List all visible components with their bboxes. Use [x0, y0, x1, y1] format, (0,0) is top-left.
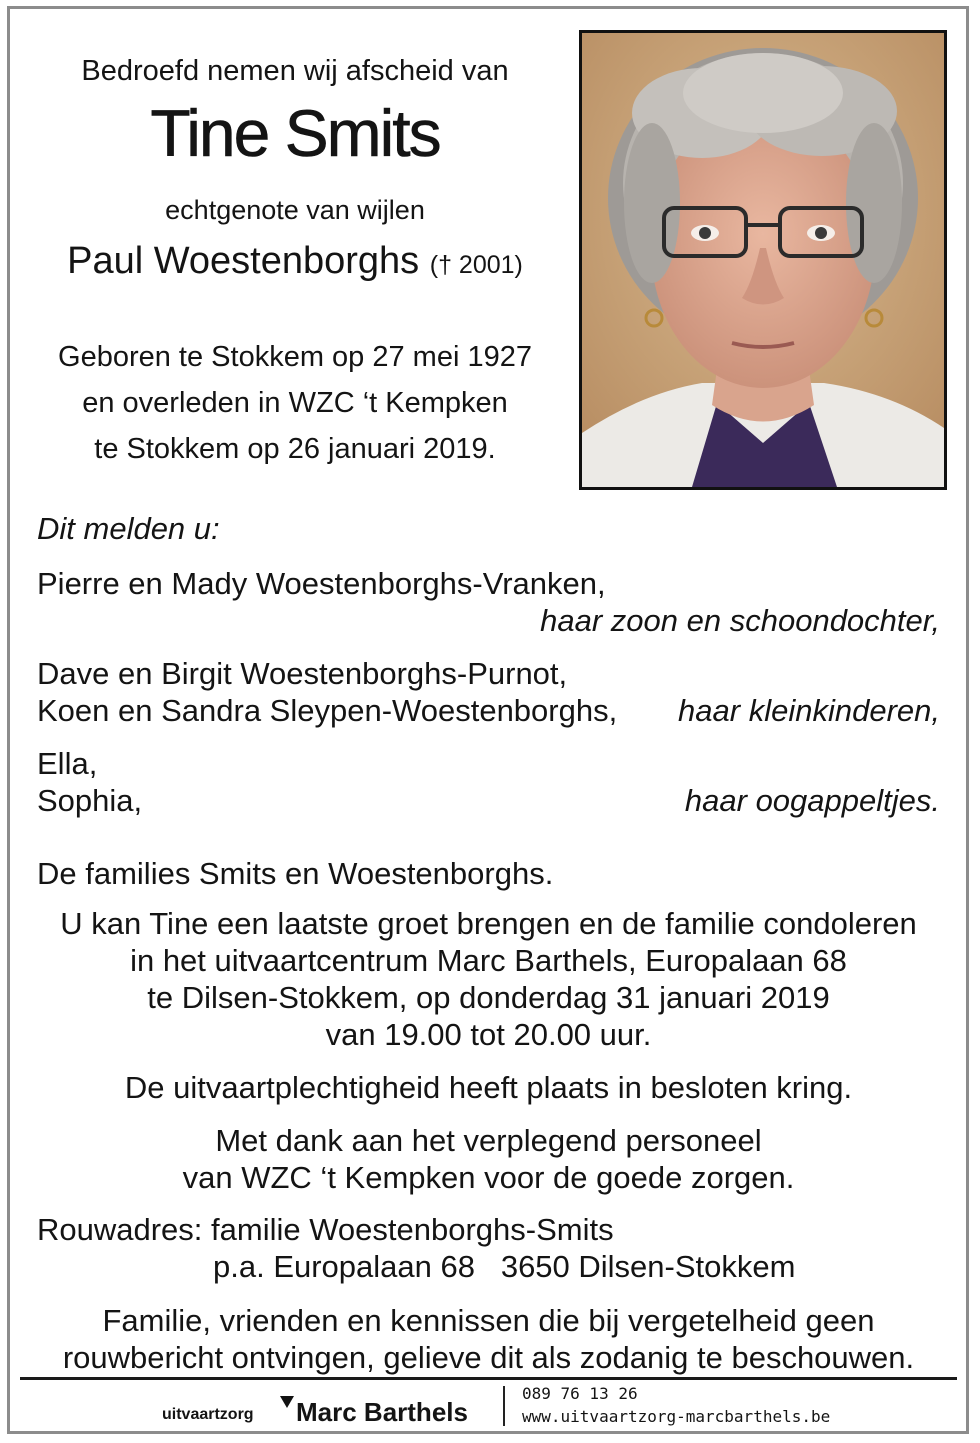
birth-line-3: te Stokkem op 26 januari 2019.: [94, 433, 496, 465]
group1-relation: haar zoon en schoondochter,: [540, 603, 940, 638]
birth-line-1: Geboren te Stokkem op 27 mei 1927: [58, 341, 532, 373]
thanks-line-1: Met dank aan het verplegend personeel: [215, 1123, 762, 1158]
ceremony-line: De uitvaartplechtigheid heeft plaats in besloten kring.: [124, 1070, 853, 1105]
closing-text: [20, 1302, 957, 1376]
footer-separator: [503, 1386, 505, 1426]
group2-name-2: Koen en Sandra Sleypen-Woestenborghs,: [37, 693, 618, 728]
visitation-info: [20, 905, 957, 1053]
portrait-photo: [579, 30, 947, 490]
footer-brand: Marc Barthels: [296, 1397, 468, 1427]
closing-line-2: rouwbericht ontvingen, gelieve dit als zodanig te beschouwen.: [62, 1340, 915, 1375]
group2-name-1: Dave en Birgit Woestenborghs-Purnot,: [37, 656, 568, 691]
families-line: De families Smits en Woestenborghs.: [37, 856, 554, 891]
group2-relation: haar kleinkinderen,: [678, 693, 940, 728]
group3-relation: haar oogappeltjes.: [684, 783, 940, 818]
birth-death-info: [40, 334, 550, 472]
footer-rule: [20, 1377, 957, 1380]
group3-name-1: Ella,: [37, 746, 98, 781]
visitation-line-2: in het uitvaartcentrum Marc Barthels, Europalaan 68: [130, 943, 847, 978]
footer-prefix: uitvaartzorg: [162, 1406, 254, 1423]
mourning-address-line: p.a. Europalaan 68 3650 Dilsen-Stokkem: [213, 1249, 796, 1284]
thanks-text: [20, 1122, 957, 1196]
announcement-heading: Dit melden u:: [37, 511, 220, 546]
mourning-address-label: Rouwadres: familie Woestenborghs-Smits: [37, 1212, 614, 1247]
intro-text: Bedroefd nemen wij afscheid van: [81, 55, 509, 87]
spouse-death-note: († 2001): [429, 251, 523, 279]
footer-website-link[interactable]: www.uitvaartzorg-marcbarthels.be: [522, 1407, 831, 1426]
group3-name-2: Sophia,: [37, 783, 143, 818]
group1-name-1: Pierre en Mady Woestenborghs-Vranken,: [37, 566, 606, 601]
visitation-line-3: te Dilsen-Stokkem, op donderdag 31 januari 2019: [147, 980, 830, 1015]
deceased-name: Tine Smits: [150, 96, 440, 170]
footer-phone[interactable]: 089 76 13 26: [522, 1384, 638, 1403]
portrait-illustration: [582, 33, 944, 487]
visitation-line-4: van 19.00 tot 20.00 uur.: [325, 1017, 652, 1052]
birth-line-2: en overleden in WZC ‘t Kempken: [82, 387, 508, 419]
spouse-label: echtgenote van wijlen: [165, 195, 425, 225]
spouse-line: [40, 240, 550, 283]
closing-line-1: Familie, vrienden en kennissen die bij vergetelheid geen: [102, 1303, 875, 1338]
spouse-name: Paul Woestenborghs: [67, 240, 420, 282]
visitation-line-1: U kan Tine een laatste groet brengen en de familie condoleren: [60, 906, 917, 941]
thanks-line-2: van WZC ‘t Kempken voor de goede zorgen.: [182, 1160, 795, 1195]
triangle-icon: [280, 1396, 294, 1408]
